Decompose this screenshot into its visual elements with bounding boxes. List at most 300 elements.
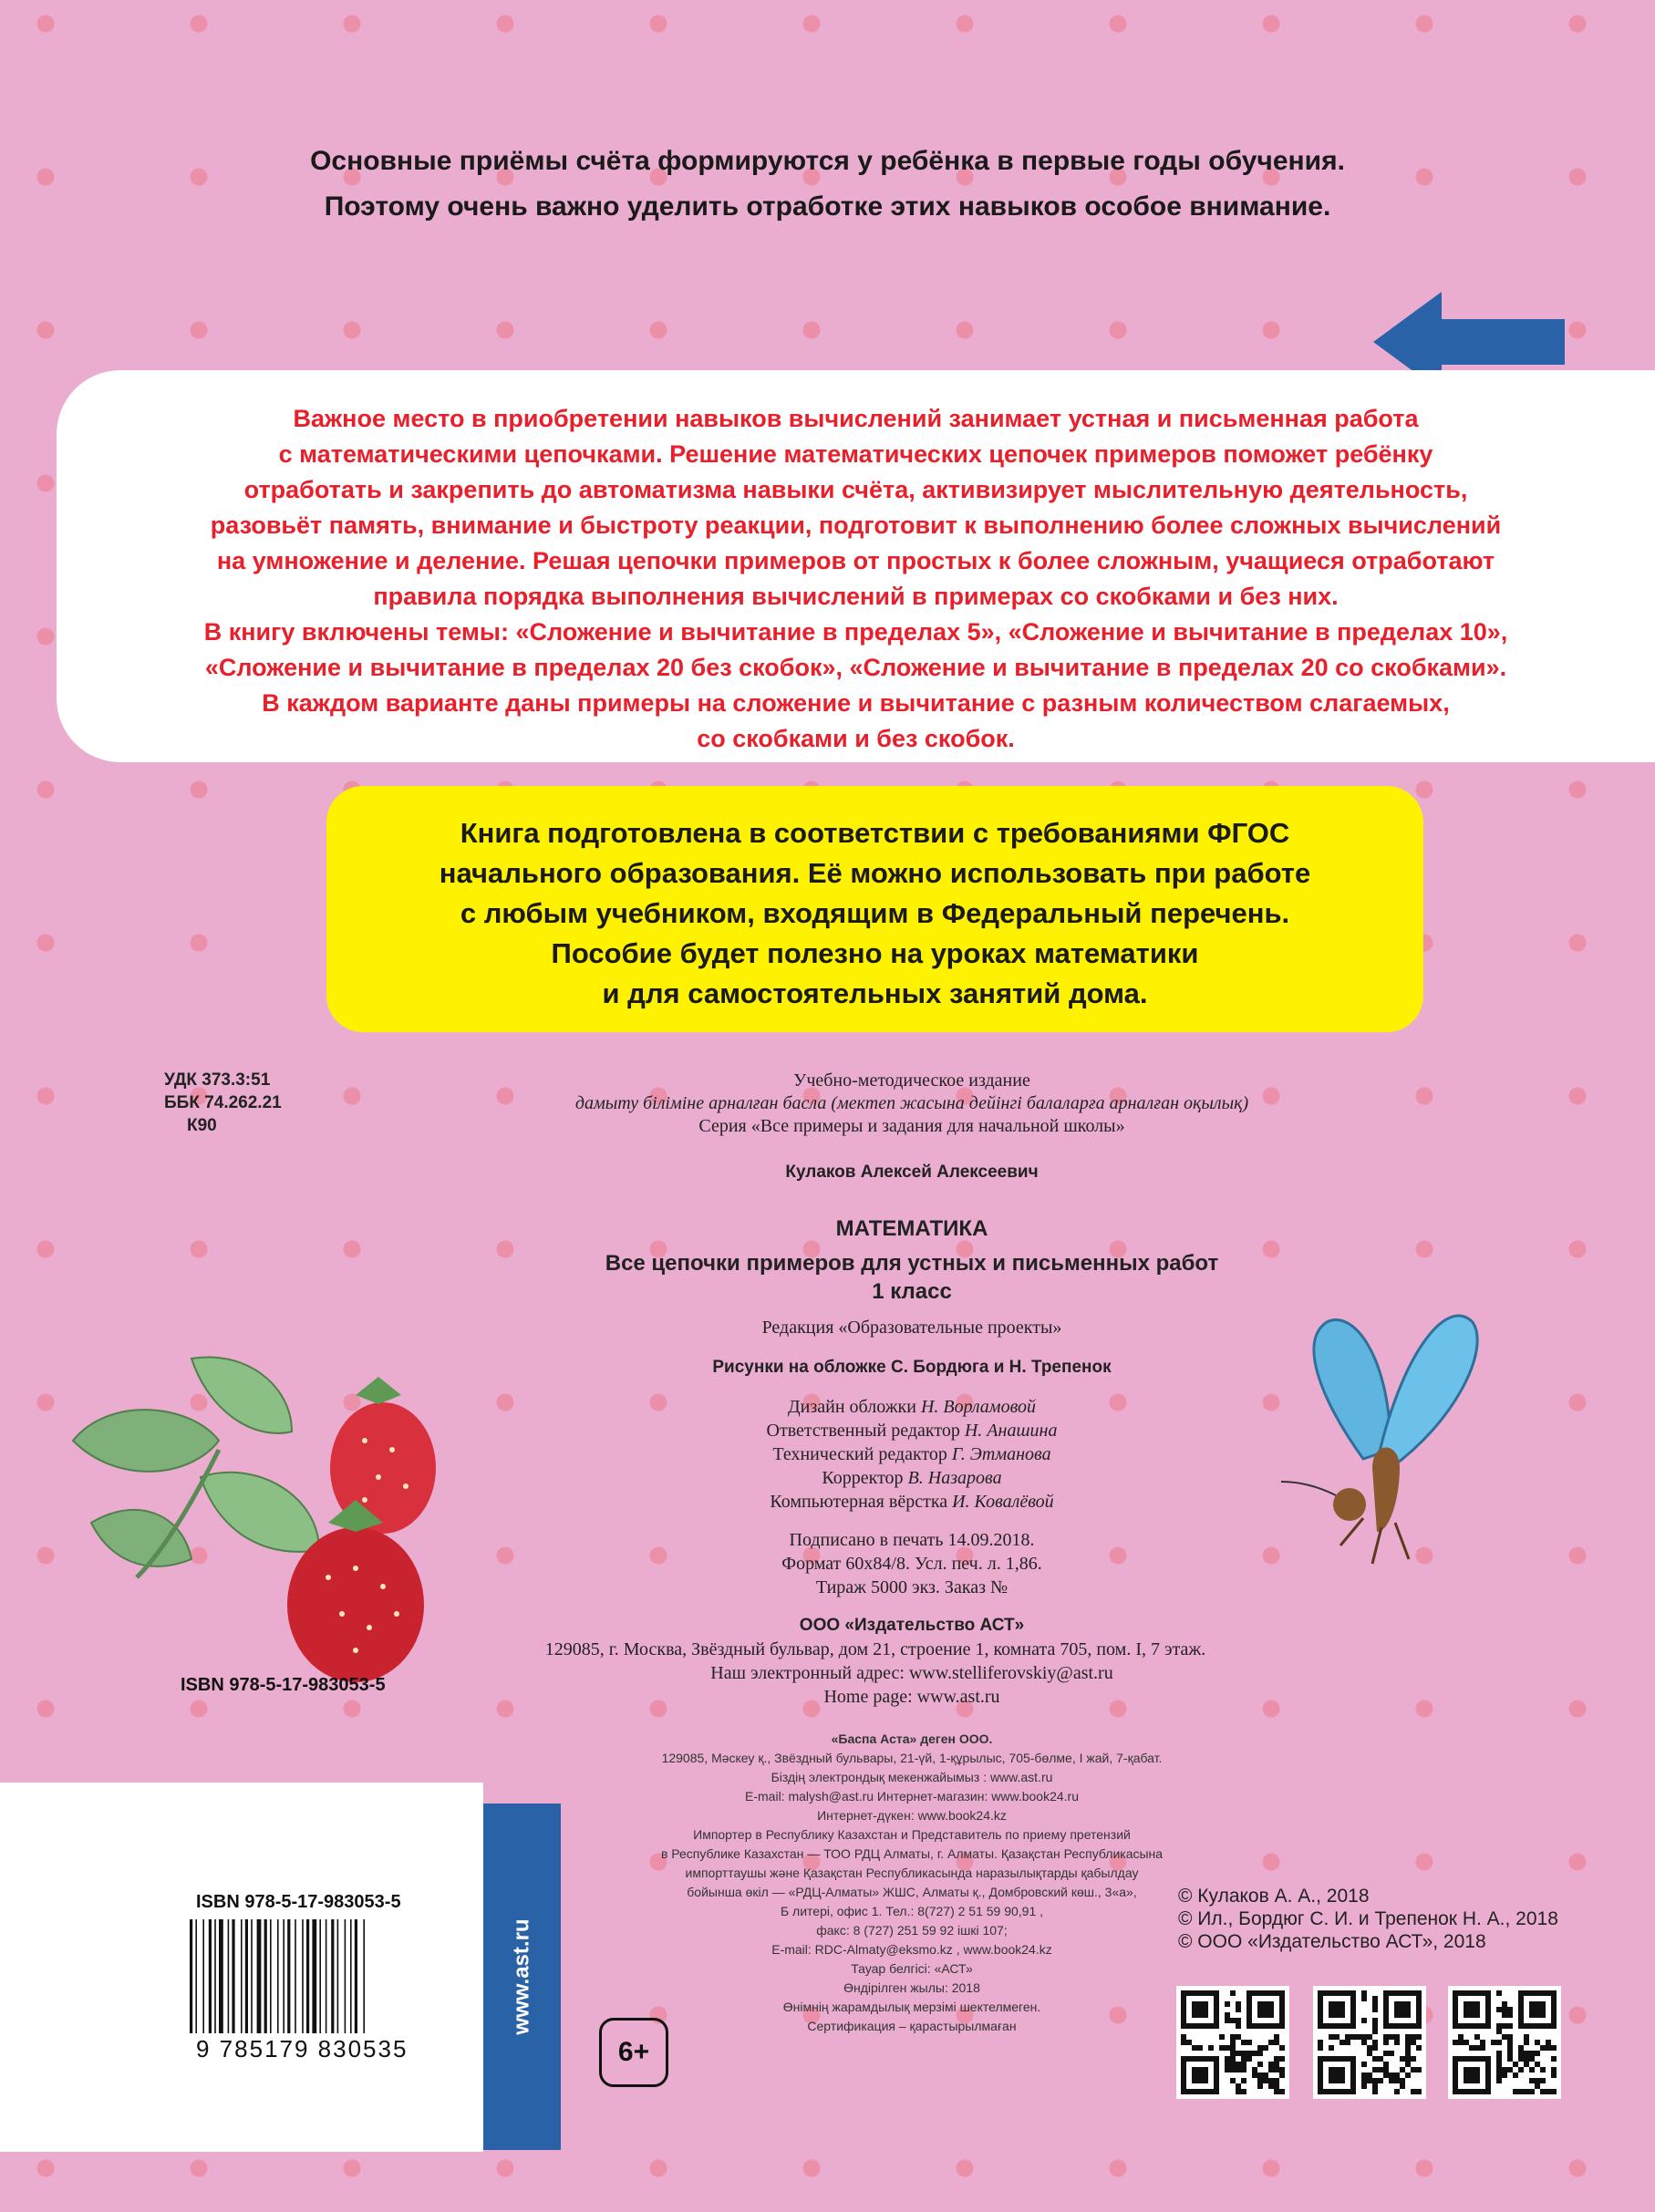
qr-module: [1257, 2072, 1263, 2078]
publisher-email: Наш электронный адрес: www.stelliferovskiy@ast.ru: [710, 1663, 1113, 1683]
qr-module: [1225, 2056, 1230, 2062]
book-subtitle: Все цепочки примеров для устных и письменных работ: [605, 1251, 1219, 1276]
qr-module: [1225, 2045, 1230, 2051]
qr-module: [1496, 2078, 1502, 2083]
qr-module: [1518, 2067, 1524, 2072]
qr-module: [1372, 1996, 1378, 2001]
qr-module: [1268, 2040, 1274, 2045]
fgos-line: Пособие будет полезно на уроках математики: [551, 937, 1199, 969]
qr-module: [1241, 2062, 1246, 2067]
qr-module: [1318, 2045, 1323, 2051]
description-line: правила порядка выполнения вычислений в примерах со скобками и без них.: [373, 583, 1339, 610]
qr-module: [1241, 2078, 1246, 2083]
qr-module: [1378, 2067, 1383, 2072]
qr-module: [1507, 2056, 1513, 2062]
fgos-text: [326, 813, 1423, 1014]
qr-module: [1394, 2078, 1400, 2083]
qr-module: [1340, 2040, 1345, 2045]
qr-module: [1230, 2062, 1236, 2067]
qr-module: [1236, 2001, 1241, 2007]
barcode-bar: [337, 1919, 339, 2033]
barcode-bar: [245, 1919, 248, 2033]
qr-finder: [1464, 2001, 1480, 2018]
site-link-text: www.ast.ru: [509, 1918, 534, 2035]
qr-module: [1236, 2007, 1241, 2012]
barcode-bar: [283, 1919, 284, 2033]
qr-module: [1329, 2034, 1334, 2040]
qr-module: [1356, 2034, 1361, 2040]
qr-module: [1268, 2083, 1274, 2089]
qr-module: [1236, 2018, 1241, 2023]
qr-module: [1361, 2078, 1367, 2083]
isbn-barcode-label: ISBN 978-5-17-983053-5: [196, 1892, 401, 1912]
credit-line: Технический редактор Г. Этманова: [772, 1444, 1051, 1464]
barcode-bar: [202, 1919, 204, 2033]
qr-module: [1469, 2045, 1474, 2051]
qr-module: [1383, 2051, 1389, 2056]
qr-module: [1263, 2078, 1268, 2083]
barcode-bar: [326, 1919, 327, 2033]
fgos-line: и для самостоятельных занятий дома.: [602, 977, 1148, 1009]
qr-module: [1513, 2062, 1518, 2067]
qr-module: [1383, 2072, 1389, 2078]
butterfly-illustration: [1263, 1286, 1482, 1587]
qr-module: [1361, 2083, 1367, 2089]
credit-line: Корректор В. Назарова: [822, 1468, 1002, 1488]
qr-module: [1279, 2072, 1285, 2078]
qr-module: [1372, 2067, 1378, 2072]
qr-module: [1274, 2067, 1279, 2072]
qr-module: [1236, 2089, 1241, 2094]
qr-module: [1372, 2056, 1378, 2062]
strawberry-illustration: [55, 1340, 483, 1723]
fgos-line: начального образования. Её можно использовать при работе: [439, 857, 1311, 889]
qr-module: [1405, 2034, 1411, 2040]
barcode-bar: [277, 1919, 279, 2033]
qr-module: [1540, 2067, 1546, 2072]
qr-module: [1405, 2056, 1411, 2062]
qr-module: [1551, 2089, 1557, 2094]
description-line: разовьёт память, внимание и быстроту реакции, подготовит к выполнению более сложных вычислений: [210, 512, 1502, 539]
qr-module: [1551, 2067, 1557, 2072]
credit-line: Дизайн обложки Н. Ворламовой: [788, 1397, 1036, 1417]
qr-module: [1257, 2045, 1263, 2051]
qr-module: [1246, 2051, 1252, 2056]
barcode-bar: [190, 1919, 192, 2033]
qr-module: [1416, 2067, 1422, 2072]
qr-module: [1496, 2007, 1502, 2012]
qr-module: [1252, 2067, 1257, 2072]
barcode-bar: [302, 1919, 304, 2033]
qr-module: [1241, 2040, 1246, 2045]
qr-finder: [1329, 2001, 1345, 2018]
qr-finder: [1394, 2001, 1411, 2018]
qr-module: [1383, 2034, 1389, 2040]
intro-line: Основные приёмы счёта формируются у ребёнка в первые годы обучения.: [310, 146, 1345, 176]
barcode-bar: [312, 1919, 316, 2033]
qr-module: [1225, 2018, 1230, 2023]
barcode-bar: [228, 1919, 230, 2033]
qr-module: [1524, 2040, 1529, 2045]
qr-module: [1400, 2067, 1405, 2072]
qr-module: [1400, 2056, 1405, 2062]
qr-module: [1279, 2045, 1285, 2051]
barcode-bar: [319, 1919, 321, 2033]
qr-module: [1274, 2083, 1279, 2089]
qr-module: [1480, 2040, 1485, 2045]
description-line: Важное место в приобретении навыков вычислений занимает устная и письменная работа: [293, 405, 1419, 432]
credit-line: Компьютерная вёрстка И. Ковалёвой: [770, 1492, 1054, 1512]
qr-module: [1535, 2051, 1540, 2056]
qr-module: [1416, 2089, 1422, 2094]
qr-module: [1502, 2067, 1507, 2072]
qr-module: [1546, 2045, 1551, 2051]
qr-module: [1257, 2051, 1263, 2056]
qr-module: [1372, 2007, 1378, 2012]
qr-module: [1372, 2023, 1378, 2029]
qr-module: [1529, 2056, 1535, 2062]
qr-module: [1279, 2056, 1285, 2062]
qr-module: [1268, 2078, 1274, 2083]
qr-code[interactable]: [1313, 1986, 1426, 2099]
editorial: Редакция «Образовательные проекты»: [761, 1318, 1062, 1338]
qr-module: [1411, 2034, 1416, 2040]
barcode-bar: [251, 1919, 253, 2033]
qr-module: [1367, 2051, 1372, 2056]
qr-module: [1257, 2062, 1263, 2067]
qr-module: [1507, 2040, 1513, 2045]
qr-module: [1496, 2051, 1502, 2056]
qr-module: [1524, 2056, 1529, 2062]
description-text: [57, 401, 1655, 757]
qr-module: [1551, 2072, 1557, 2078]
qr-module: [1372, 2018, 1378, 2023]
qr-module: [1496, 2029, 1502, 2034]
qr-module: [1219, 2034, 1225, 2040]
qr-module: [1496, 2067, 1502, 2072]
qr-module: [1186, 2040, 1192, 2045]
qr-module: [1524, 2062, 1529, 2067]
barcode-bar: [264, 1919, 267, 2033]
qr-module: [1372, 2083, 1378, 2089]
qr-module: [1513, 2072, 1518, 2078]
qr-module: [1529, 2078, 1535, 2083]
qr-module: [1524, 2051, 1529, 2056]
qr-module: [1361, 2018, 1367, 2023]
description-line: со скобками и без скобок.: [697, 725, 1015, 752]
qr-module: [1464, 2040, 1469, 2045]
qr-module: [1230, 2051, 1236, 2056]
barcode-bar: [209, 1919, 212, 2033]
qr-module: [1416, 2045, 1422, 2051]
qr-module: [1274, 2056, 1279, 2062]
description-line: отработать и закрепить до автоматизма навыки счёта, активизирует мыслительную деятельность,: [243, 476, 1468, 503]
qr-module: [1411, 2040, 1416, 2045]
qr-finder: [1192, 2001, 1208, 2018]
qr-module: [1502, 2072, 1507, 2078]
qr-module: [1496, 2056, 1502, 2062]
qr-module: [1372, 2045, 1378, 2051]
udk-code: УДК 373.3:51: [164, 1070, 271, 1090]
qr-module: [1383, 2067, 1389, 2072]
qr-module: [1405, 2051, 1411, 2056]
qr-module: [1405, 2040, 1411, 2045]
qr-module: [1361, 2040, 1367, 2045]
qr-module: [1367, 2078, 1372, 2083]
qr-module: [1389, 2078, 1394, 2083]
publisher-homepage: Home page: www.ast.ru: [823, 1687, 1000, 1707]
qr-module: [1236, 2023, 1241, 2029]
qr-module: [1372, 2078, 1378, 2083]
isbn-top: ISBN 978-5-17-983053-5: [181, 1675, 386, 1695]
qr-module: [1400, 2078, 1405, 2083]
qr-module: [1540, 2045, 1546, 2051]
qr-module: [1535, 2083, 1540, 2089]
qr-module: [1551, 2045, 1557, 2051]
qr-module: [1225, 2012, 1230, 2018]
bbk-code: ББК 74.262.21: [164, 1093, 282, 1112]
qr-module: [1389, 2034, 1394, 2040]
qr-module: [1345, 2034, 1350, 2040]
qr-module: [1181, 2034, 1186, 2040]
qr-module: [1263, 2072, 1268, 2078]
qr-module: [1197, 2045, 1203, 2051]
qr-module: [1236, 2062, 1241, 2067]
book-title: МАТЕМАТИКА: [835, 1216, 988, 1241]
qr-module: [1529, 2067, 1535, 2072]
qr-module: [1502, 2023, 1507, 2029]
qr-module: [1535, 2040, 1540, 2045]
barcode-bar: [345, 1919, 347, 2033]
qr-module: [1394, 2089, 1400, 2094]
qr-module: [1378, 2056, 1383, 2062]
fgos-line: с любым учебником, входящим в Федеральный перечень.: [460, 897, 1290, 929]
qr-module: [1518, 2056, 1524, 2062]
qr-module: [1252, 2072, 1257, 2078]
qr-module: [1350, 2034, 1356, 2040]
qr-module: [1361, 2034, 1367, 2040]
qr-module: [1507, 2051, 1513, 2056]
qr-finder: [1257, 2001, 1274, 2018]
qr-module: [1252, 2051, 1257, 2056]
qr-module: [1257, 2078, 1263, 2083]
qr-module: [1529, 2051, 1535, 2056]
barcode-bar: [306, 1919, 309, 2033]
qr-module: [1279, 2067, 1285, 2072]
site-link[interactable]: [483, 1804, 561, 2150]
barcode-bar: [257, 1919, 262, 2033]
qr-module: [1551, 2056, 1557, 2062]
qr-module: [1241, 2051, 1246, 2056]
qr-module: [1540, 2078, 1546, 2083]
qr-code[interactable]: [1448, 1986, 1561, 2099]
qr-module: [1230, 1990, 1236, 1996]
description-line: с математическими цепочками. Решение математических цепочек примеров поможет ребёнку: [278, 440, 1433, 468]
qr-module: [1246, 2056, 1252, 2062]
kaz-info: «Баспа Аста» деген ООО. 129085, Мәскеу қ., Звёздный бульвары, 21-үй, 1-құрылыс, 705-бөлме, I жай, 7-қабат. Біздің электрондық мекенжайымыз : www.ast.ru E-mail: malysh@ast.ru Интернет-магазин: www.book24.ru Интернет-дүкен: www.book24.kz Импортер в Республику Казахстан и Представитель по приему претензий в Республике Казахстан — ТОО РДЦ Алматы, г. Алматы. Қазақстан Республикасына импорттаушы және Қазақстан Республикасында наразылықтарды қабылдау бойынша өкіл — «РДЦ-Алматы» ЖШС, Алматы қ., Домбровский көш., 3«а», Б литері, офис 1. Тел.: 8(727) 2 51 59 90,91 , факс: 8 (727) 251 59 92 ішкі 107; E-mail: RDC-Almaty@eksmo.kz , www.book24.kz Тауар белгісі: «АСТ» Өндірілген жылы: 2018 Өнімнің жарамдылық мерзімі шектелмеген. Сертификация – қарастырылмаған: [660, 1731, 1164, 2033]
barcode-bar: [219, 1919, 223, 2033]
qr-module: [1535, 2062, 1540, 2067]
qr-module: [1507, 2067, 1513, 2072]
qr-module: [1518, 2045, 1524, 2051]
barcode-bar: [295, 1919, 296, 2033]
qr-module: [1546, 2040, 1551, 2045]
qr-finder: [1192, 2067, 1208, 2083]
qr-module: [1491, 2040, 1496, 2045]
qr-module: [1524, 2034, 1529, 2040]
qr-module: [1361, 2072, 1367, 2078]
copyright-line: © ООО «Издательство АСТ», 2018: [1178, 1931, 1486, 1952]
qr-module: [1389, 2072, 1394, 2078]
qr-module: [1394, 2034, 1400, 2040]
qr-module: [1389, 2051, 1394, 2056]
qr-module: [1405, 2062, 1411, 2067]
qr-module: [1513, 2089, 1518, 2094]
qr-finder: [1464, 2067, 1480, 2083]
qr-module: [1230, 2034, 1236, 2040]
qr-module: [1361, 2062, 1367, 2067]
qr-module: [1502, 2007, 1507, 2012]
qr-module: [1372, 2029, 1378, 2034]
qr-module: [1372, 2089, 1378, 2094]
barcode-digits: 9 785179 830535: [196, 2035, 409, 2062]
intro-line: Поэтому очень важно уделить отработке этих навыков особое внимание.: [324, 191, 1331, 222]
qr-module: [1361, 1990, 1367, 1996]
qr-module: [1496, 2072, 1502, 2078]
qr-module: [1230, 2045, 1236, 2051]
qr-module: [1416, 2034, 1422, 2040]
qr-module: [1367, 2045, 1372, 2051]
barcode-bar: [232, 1919, 234, 2033]
qr-module: [1529, 2089, 1535, 2094]
print-info: Подписано в печать 14.09.2018.: [789, 1530, 1035, 1550]
qr-module: [1372, 2040, 1378, 2045]
barcode-bar: [270, 1919, 272, 2033]
qr-module: [1405, 2045, 1411, 2051]
qr-module: [1225, 2001, 1230, 2007]
barcode-bar: [241, 1919, 243, 2033]
qr-module: [1230, 2040, 1236, 2045]
qr-module: [1453, 2040, 1458, 2045]
qr-module: [1230, 2067, 1236, 2072]
qr-module: [1502, 2001, 1507, 2007]
description-line: «Сложение и вычитание в пределах 20 без скобок», «Сложение и вычитание в пределах 20 со скобками».: [204, 654, 1507, 681]
qr-code[interactable]: [1176, 1986, 1289, 2099]
qr-module: [1518, 2051, 1524, 2056]
description-line: на умножение и деление. Решая цепочки примеров от простых к более сложным, учащиеся отработают: [216, 547, 1495, 574]
qr-module: [1241, 2089, 1246, 2094]
qr-module: [1230, 2018, 1236, 2023]
qr-module: [1502, 2012, 1507, 2018]
qr-module: [1546, 2089, 1551, 2094]
qr-module: [1257, 2083, 1263, 2089]
barcode-bar: [363, 1919, 365, 2033]
print-info: Тираж 5000 экз. Заказ №: [815, 1577, 1009, 1597]
qr-module: [1361, 1996, 1367, 2001]
qr-module: [1383, 2062, 1389, 2067]
qr-module: [1236, 2051, 1241, 2056]
qr-module: [1236, 2083, 1241, 2089]
qr-module: [1225, 2067, 1230, 2072]
qr-module: [1246, 2040, 1252, 2045]
qr-module: [1274, 2062, 1279, 2067]
qr-module: [1411, 2089, 1416, 2094]
qr-module: [1474, 2034, 1480, 2040]
qr-module: [1507, 2012, 1513, 2018]
qr-module: [1411, 2056, 1416, 2062]
publisher-name: ООО «Издательство АСТ»: [799, 1616, 1025, 1635]
qr-module: [1219, 2045, 1225, 2051]
qr-module: [1378, 2078, 1383, 2083]
qr-module: [1383, 2040, 1389, 2045]
edition-type: Учебно-методическое издание: [793, 1070, 1030, 1090]
qr-module: [1181, 2040, 1186, 2045]
kaz-edition: дамыту біліміне арналған басла (мектеп жасына дейінгі балаларға арналған оқылық): [574, 1093, 1249, 1113]
qr-module: [1496, 1990, 1502, 1996]
intro-text: [0, 139, 1655, 230]
qr-module: [1274, 2034, 1279, 2040]
qr-module: [1268, 2067, 1274, 2072]
qr-module: [1345, 2040, 1350, 2045]
qr-module: [1329, 2045, 1334, 2051]
qr-module: [1236, 2067, 1241, 2072]
qr-module: [1507, 2034, 1513, 2040]
print-info: Формат 60х84/8. Усл. печ. л. 1,86.: [781, 1554, 1042, 1574]
qr-module: [1241, 2056, 1246, 2062]
copyright-line: © Кулаков А. А., 2018: [1178, 1886, 1370, 1907]
qr-module: [1496, 2040, 1502, 2045]
description-line: В книгу включены темы: «Сложение и вычитание в пределах 5», «Сложение и вычитание в пределах 10»,: [203, 618, 1508, 646]
qr-module: [1507, 2045, 1513, 2051]
author-name: Кулаков Алексей Алексеевич: [785, 1163, 1039, 1182]
qr-module: [1263, 2045, 1268, 2051]
qr-module: [1400, 2083, 1405, 2089]
author-mark: К90: [187, 1116, 217, 1135]
qr-module: [1241, 2067, 1246, 2072]
qr-module: [1334, 2034, 1340, 2040]
qr-module: [1192, 2045, 1197, 2051]
qr-module: [1507, 2023, 1513, 2029]
qr-module: [1474, 2045, 1480, 2051]
qr-module: [1372, 2001, 1378, 2007]
qr-module: [1458, 2040, 1464, 2045]
book-grade: 1 класс: [872, 1279, 952, 1304]
barcode-bar: [355, 1919, 357, 2033]
barcode-bar: [350, 1919, 352, 2033]
series: Серия «Все примеры и задания для начальной школы»: [698, 1116, 1125, 1136]
qr-module: [1480, 2045, 1485, 2051]
barcode: [188, 1919, 412, 2033]
qr-module: [1268, 2062, 1274, 2067]
qr-module: [1540, 2089, 1546, 2094]
qr-finder: [1329, 2067, 1345, 2083]
fgos-line: Книга подготовлена в соответствии с требованиями ФГОС: [460, 817, 1290, 849]
qr-module: [1279, 2089, 1285, 2094]
qr-module: [1507, 2007, 1513, 2012]
qr-module: [1367, 2034, 1372, 2040]
qr-module: [1274, 2040, 1279, 2045]
qr-finder: [1529, 2001, 1546, 2018]
qr-module: [1496, 2062, 1502, 2067]
qr-module: [1405, 2072, 1411, 2078]
qr-module: [1318, 2040, 1323, 2045]
qr-module: [1524, 2089, 1529, 2094]
qr-module: [1230, 2078, 1236, 2083]
description-line: В каждом варианте даны примеры на сложение и вычитание с разным количеством слагаемых,: [262, 689, 1450, 717]
qr-module: [1367, 2072, 1372, 2078]
qr-module: [1535, 2078, 1540, 2083]
qr-module: [1496, 2023, 1502, 2029]
